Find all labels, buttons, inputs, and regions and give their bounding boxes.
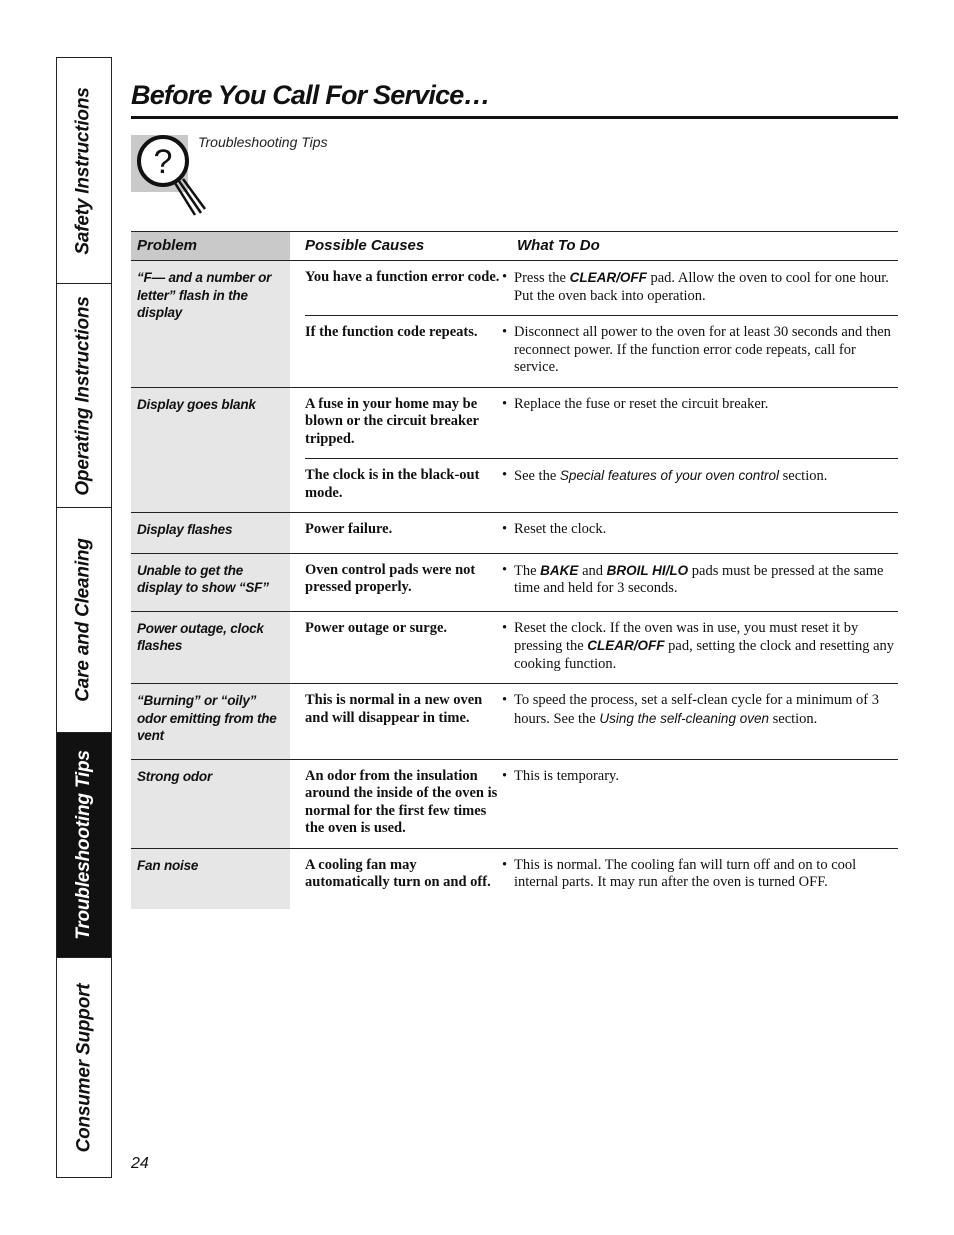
todo-cell: • Reset the clock. If the oven was in use, you must reset it by pressing the CLEAR/OFF pad, setting the clock and resetting any cooking function. (502, 619, 895, 672)
todo-cell: • Reset the clock. (502, 521, 607, 537)
section-reference: Special features of your oven control (559, 468, 780, 483)
problem-cell: Power outage, clock flashes (131, 612, 290, 684)
keypad-label: BROIL HI/LO (606, 562, 689, 578)
table-row (131, 388, 898, 514)
cause-cell: Power outage or surge. (305, 619, 448, 636)
problem-cell: Display goes blank (131, 388, 290, 513)
table-row (131, 684, 898, 760)
page-number: 24 (131, 1155, 149, 1172)
cause-cell: The clock is in the black-out mode. (305, 467, 480, 501)
tab-label: Operating Instructions (73, 295, 94, 496)
cause-cell: You have a function error code. (305, 269, 500, 285)
table-header (131, 231, 898, 261)
header-problem: Problem (131, 232, 290, 260)
problem-cell: Strong odor (131, 760, 290, 848)
todo-cell: • Replace the fuse or reset the circuit breaker. (502, 395, 769, 412)
problem-cell: Unable to get the display to show “SF” (131, 554, 290, 611)
section-reference: Using the self-cleaning oven (599, 710, 769, 726)
keypad-label: CLEAR/OFF (569, 270, 647, 285)
table-row (131, 261, 898, 388)
todo-cell: • Press the CLEAR/OFF pad. Allow the oven to cool for one hour. Put the oven back into operation. (502, 269, 889, 304)
problem-cell: Fan noise (131, 849, 290, 909)
cause-cell: If the function code repeats. (305, 324, 478, 340)
tab-label: Care and Cleaning (73, 538, 95, 702)
problem-cell: “F— and a number or letter” flash in the display (131, 261, 290, 387)
cause-cell: Oven control pads were not pressed properly. (305, 561, 476, 595)
todo-cell: • This is temporary. (502, 767, 619, 784)
page-title: Before You Call For Service… (131, 80, 490, 110)
problem-cell: Display flashes (131, 513, 290, 553)
table-row (131, 612, 898, 685)
keypad-label: CLEAR/OFF (587, 638, 665, 653)
section-subtitle: Troubleshooting Tips (198, 134, 328, 150)
title-rule (131, 116, 898, 119)
problem-cell: “Burning” or “oily” odor emitting from the vent (131, 684, 290, 759)
header-possible-causes: Possible Causes (305, 237, 425, 254)
tab-safety-instructions[interactable] (57, 58, 111, 284)
todo-cell: • See the Special features of your oven control section. (502, 467, 828, 484)
cause-cell: A cooling fan may automatically turn on and off. (305, 856, 491, 890)
tab-consumer-support[interactable] (57, 958, 111, 1177)
tab-operating-instructions[interactable] (57, 284, 111, 508)
cause-cell: This is normal in a new oven and will disappear in time. (305, 692, 483, 726)
tab-label: Troubleshooting Tips (73, 750, 94, 940)
tab-care-and-cleaning[interactable] (57, 508, 111, 733)
tab-troubleshooting-tips[interactable] (57, 733, 111, 958)
troubleshooting-table (131, 231, 898, 909)
cause-cell: Power failure. (305, 521, 393, 537)
cause-cell: A fuse in your home may be blown or the circuit breaker tripped. (305, 395, 479, 447)
keypad-label: BAKE (540, 562, 579, 578)
todo-cell: • The BAKE and BROIL HI/LO pads must be pressed at the same time and held for 3 seconds. (502, 561, 884, 596)
todo-cell: • Disconnect all power to the oven for at least 30 seconds and then reconnect power. If the function error code repeats, call for service. (502, 324, 891, 375)
section-tabs (56, 57, 112, 1178)
table-row (131, 760, 898, 849)
tab-label: Consumer Support (73, 983, 95, 1152)
cause-cell: An odor from the insulation around the inside of the oven is normal for the first few times the oven is used. (305, 767, 498, 836)
table-row (131, 849, 898, 909)
todo-cell: • This is normal. The cooling fan will turn off and on to cool internal parts. It may run after the oven is turned OFF. (502, 856, 857, 890)
table-row (131, 513, 898, 554)
tab-label: Safety Instructions (73, 86, 94, 255)
header-what-to-do: What To Do (517, 237, 600, 254)
svg-text:?: ? (153, 143, 173, 181)
table-row (131, 554, 898, 612)
todo-cell: • To speed the process, set a self-clean cycle for a minimum of 3 hours. See the Using the self-cleaning oven section. (502, 692, 879, 727)
